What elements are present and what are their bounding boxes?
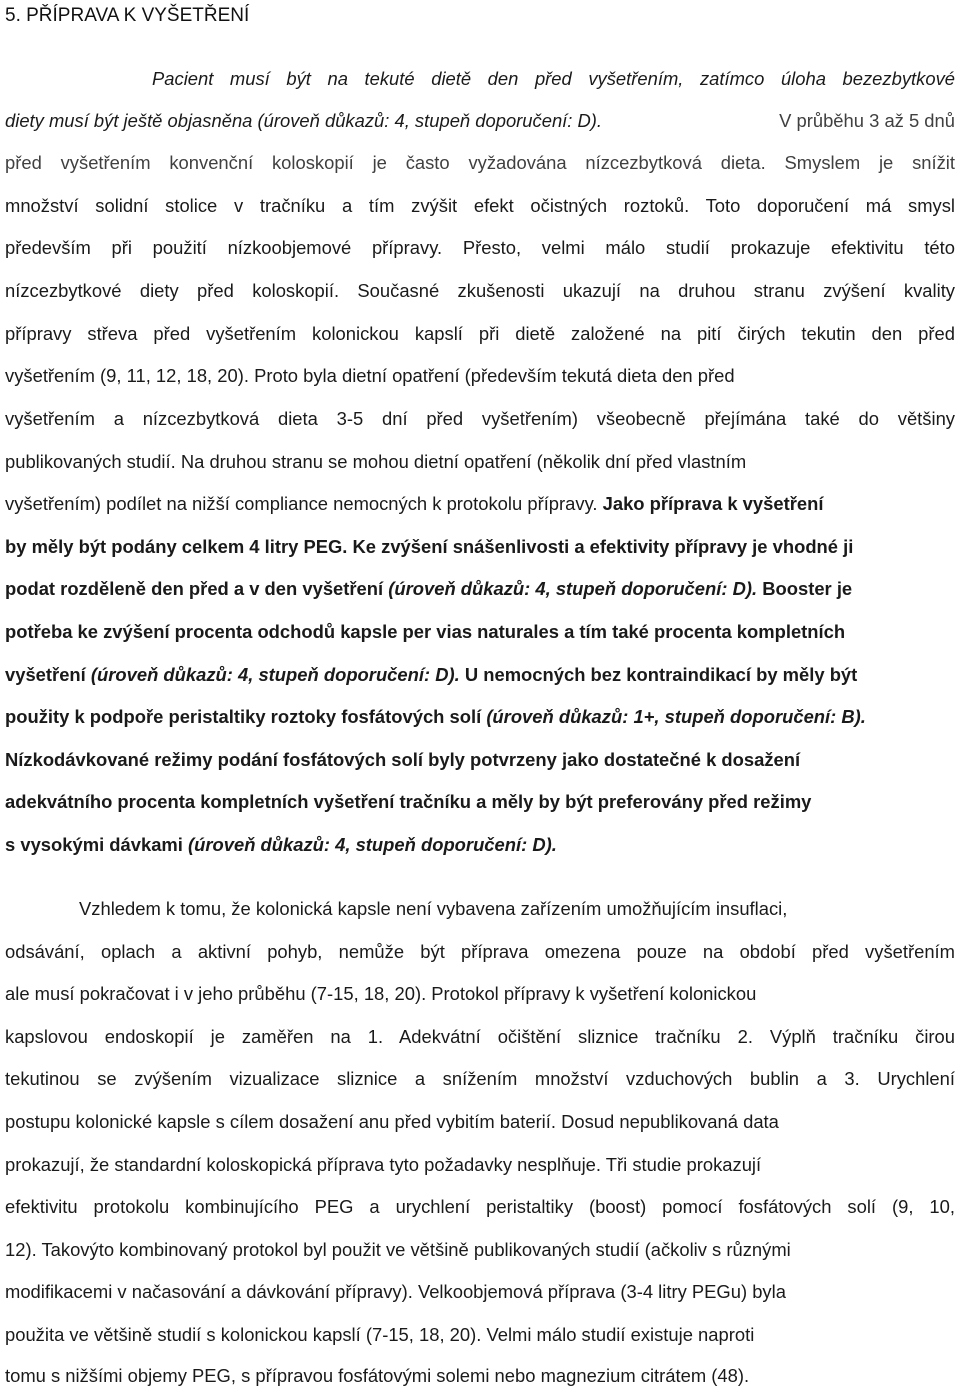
text-line	[5, 1194, 955, 1220]
text-line	[5, 704, 955, 730]
text-segment: použity k podpoře peristaltiky roztoky fosfátových solí	[5, 706, 487, 727]
text-line	[5, 278, 955, 304]
text-segment: množství solidní stolice v tračníku a tím zvýšit efekt očistných roztoků. Toto doporučení má smysl	[5, 195, 955, 216]
text-line	[5, 832, 955, 858]
text-segment: Vzhledem k tomu, že kolonická kapsle není vybavena zařízením umožňujícím insuflaci,	[79, 898, 788, 919]
text-segment: nízcezbytkové diety před koloskopií. Současné zkušenosti ukazují na druhou stranu zvýšení kvality	[5, 280, 955, 301]
text-segment: kapslovou endoskopií je zaměřen na 1. Adekvátní očištění sliznice tračníku 2. Výplň tračníku čirou	[5, 1026, 955, 1047]
text-line	[5, 321, 955, 347]
text-segment: tekutinou se zvýšením vizualizace sliznice a snížením množství vzduchových bublin a 3. Urychlení	[5, 1068, 955, 1089]
text-segment: ale musí pokračovat i v jeho průběhu (7-15, 18, 20). Protokol přípravy k vyšetření kolonickou	[5, 983, 757, 1004]
text-line	[5, 1279, 955, 1305]
text-segment: tomu s nižšími objemy PEG, s přípravou fosfátovými solemi nebo magnezium citrátem (48).	[5, 1365, 750, 1386]
text-segment: přípravy střeva před vyšetřením kolonickou kapslí při dietě založené na pití čirých tekutin den před	[5, 323, 955, 344]
text-segment: potřeba ke zvýšení procenta odchodů kapsle per vias naturales a tím také procenta kompletních	[5, 621, 846, 642]
text-line	[5, 1066, 955, 1092]
text-line	[5, 193, 955, 219]
text-line	[5, 363, 955, 389]
text-line	[5, 108, 955, 134]
text-line	[5, 406, 955, 432]
text-line	[5, 534, 955, 560]
text-segment: U nemocných bez kontraindikací by měly být	[459, 664, 858, 685]
text-segment: (úroveň důkazů: 4, stupeň doporučení: D).	[388, 578, 758, 599]
text-segment: Booster je	[757, 578, 853, 599]
text-line	[5, 1109, 955, 1135]
text-line	[79, 896, 955, 922]
text-segment: (úroveň důkazů: 1+, stupeň doporučení: B).	[486, 706, 866, 727]
text-segment: s vysokými dávkami	[5, 834, 188, 855]
text-segment: (úroveň důkazů: 4, stupeň doporučení: D).	[90, 664, 460, 685]
text-line	[5, 150, 955, 176]
text-segment: vyšetření	[5, 664, 91, 685]
text-segment: adekvátního procenta kompletních vyšetření tračníku a měly by být preferovány před režimy	[5, 791, 812, 812]
text-line	[5, 1024, 955, 1050]
text-segment: použita ve většině studií s kolonickou kapslí (7-15, 18, 20). Velmi málo studií existuje naproti	[5, 1324, 755, 1345]
text-line	[5, 1363, 955, 1389]
text-segment: diety musí být ještě objasněna (úroveň důkazů: 4, stupeň doporučení: D).	[5, 110, 603, 131]
text-segment: podat rozděleně den před a v den vyšetření	[5, 578, 389, 599]
text-line	[5, 449, 955, 475]
text-line	[152, 66, 955, 92]
text-segment: Nízkodávkované režimy podání fosfátových solí byly potvrzeny jako dostatečné k dosažení	[5, 749, 801, 770]
text-line	[5, 789, 955, 815]
text-line	[5, 662, 955, 688]
text-line	[5, 939, 955, 965]
text-segment: postupu kolonické kapsle s cílem dosažení anu před vybitím baterií. Dosud nepublikovaná data	[5, 1111, 779, 1132]
text-segment: Jako příprava k vyšetření	[602, 493, 824, 514]
text-segment: prokazují, že standardní koloskopická příprava tyto požadavky nesplňuje. Tři studie prokazují	[5, 1154, 762, 1175]
text-line	[5, 747, 955, 773]
text-segment: Pacient musí být na tekuté dietě den před vyšetřením, zatímco úloha bezezbytkové	[152, 68, 955, 89]
text-segment: před vyšetřením konvenční koloskopií je často vyžadována nízcezbytková dieta. Smyslem je snížit	[5, 152, 955, 173]
text-line	[5, 619, 955, 645]
text-line	[5, 1152, 955, 1178]
text-segment: vyšetřením a nízcezbytková dieta 3-5 dní před vyšetřením) všeobecně přejímána také do většiny	[5, 408, 955, 429]
text-line	[5, 235, 955, 261]
text-line	[5, 1322, 955, 1348]
text-segment: V průběhu 3 až 5 dnů	[779, 110, 955, 131]
text-segment: publikovaných studií. Na druhou stranu se mohou dietní opatření (několik dní před vlastním	[5, 451, 747, 472]
text-line	[5, 981, 955, 1007]
text-line	[5, 1237, 955, 1263]
text-segment: vyšetřením (9, 11, 12, 18, 20). Proto byla dietní opatření (především tekutá dieta den před	[5, 365, 735, 386]
text-segment: efektivitu protokolu kombinujícího PEG a urychlení peristaltiky (boost) pomocí fosfátových solí (9, 10,	[5, 1196, 955, 1217]
text-segment: modifikacemi v načasování a dávkování přípravy). Velkoobjemová příprava (3-4 litry PEGu) byla	[5, 1281, 786, 1302]
text-segment: by měly být podány celkem 4 litry PEG. Ke zvýšení snášenlivosti a efektivity přípravy je vhodné ji	[5, 536, 854, 557]
text-line	[5, 576, 955, 602]
text-segment: vyšetřením) podílet na nižší compliance nemocných k protokolu přípravy.	[5, 493, 603, 514]
text-segment: 12). Takovýto kombinovaný protokol byl použit ve většině publikovaných studií (ačkoliv s různými	[5, 1239, 791, 1260]
text-segment: odsávání, oplach a aktivní pohyb, nemůže být příprava omezena pouze na období před vyšetřením	[5, 941, 955, 962]
section-heading: 5. PŘÍPRAVA K VYŠETŘENÍ	[5, 5, 250, 26]
text-segment: (úroveň důkazů: 4, stupeň doporučení: D).	[188, 834, 557, 855]
text-line	[5, 491, 955, 517]
text-segment: především při použití nízkoobjemové přípravy. Přesto, velmi málo studií prokazuje efektivitu této	[5, 237, 955, 258]
